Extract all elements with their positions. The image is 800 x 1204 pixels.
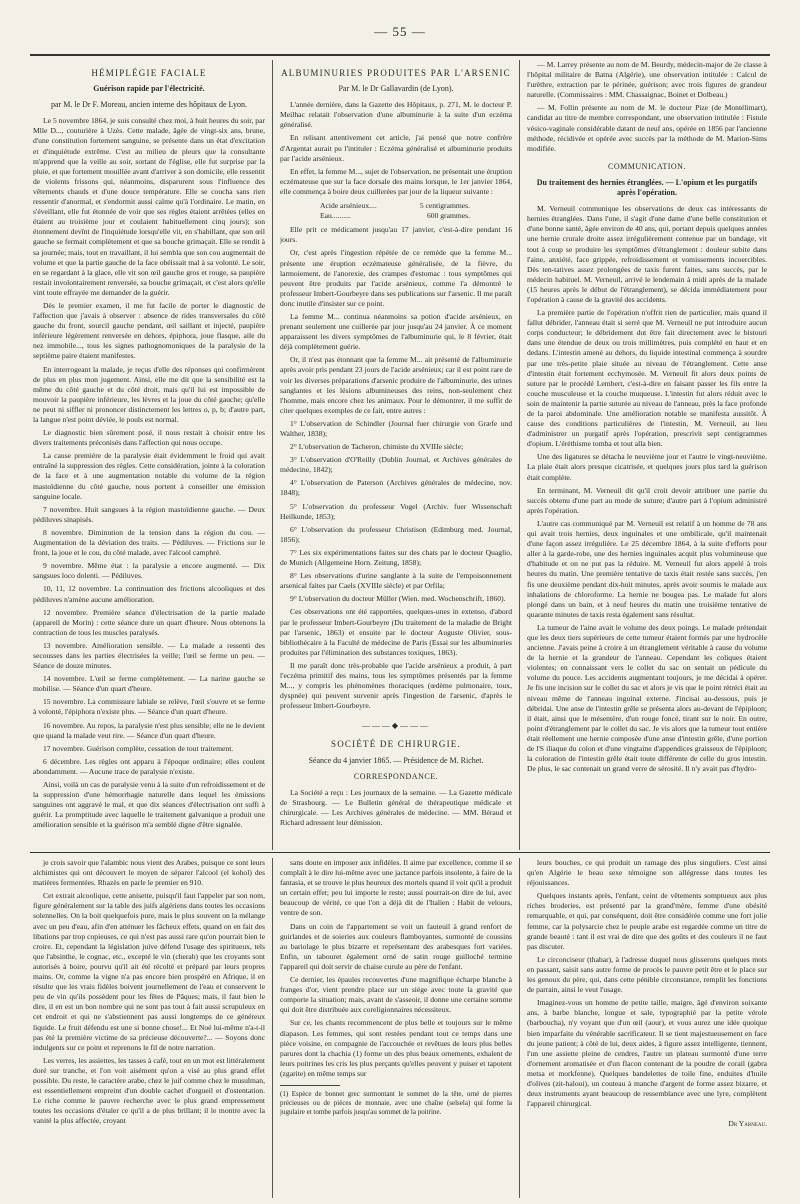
paragraph: La cause première de la paralysie était évidemment le froid qui avait entraîné la suppression des règles. Cette considération, jointe à la coloration de la face et à une augmentation notable du volume de la région mastoïdienne du côté gauche, nous portent à conseiller une émission sanguine locale. [33, 451, 265, 501]
paragraph: Cet extrait alcoolique, cette anisette, puisqu'il faut l'appeler par son nom, figure généralement sur la table des juifs algériens dans toutes les occasions solennelles. On la boit quelquefois pure, mais le plus souvent on la mélange avec un peu d'eau, afin d'en atténuer les fâcheux effets, quand on en fait des libations par trop copieuses, ce qui n'est pas aussi rare qu'on pourrait bien le croire. Et, cependant la législation juive défend l'usage des spiritueux, tels que l'absinthe, le cognac, etc., excepté le vin (cherab) que les croyants sont autorisés à boire, pourvu qu'il ait été récolté et préparé par leurs propres mains. Or, comme la vigne n'a pas encore bien prospéré en Afrique, il en résulte que les vrais fidèles boivent journellement de l'eau et conservent le peu de vin qu'ils possèdent pour les fêtes de Pâques; mais, il faut bien le dire, il en est un bon nombre qui ne sont pas tout à fait aussi scrupuleux en cet endroit et qui ne s'abstiennent pas aussi longtemps de ce généreux liquide. Le fruit défendu est une si bonne chose!... Et Noé lui-même n'a-t-il pas été la première victime de sa précieuse découverte?... — Soyons donc indulgents sur ce point et reprenons le fil de notre narration. [33, 891, 265, 1052]
paragraph: Ce dernier, les épaules recouvertes d'une magnifique écharpe blanche à franges d'or, vient prendre place sur un siége avec toute la gravité que comporte la situation; mais, avant de s'asseoir, il donne une certaine somme qui doit être distribuée aux coreligionnaires nécessiteux. [280, 975, 512, 1015]
column-divider [272, 60, 273, 850]
reference-item: 1° L'observation de Schindler (Journal fuer chirurgie von Græfe und Walther, 1838); [280, 418, 512, 438]
paragraph: Imaginez-vous un homme de petite taille, maigre, âgé d'environ soixante ans, à barbe blanche, longue et sale, typographié par la petite vérole (barboucha), n'y voyant que d'un œil (aour), et vous aurez une idée quoique bien imparfaite du vénérable sacrificateur. Il se tient majestueusement en face du jeune patient; à côté de lui, deux aides, à figure assez intelligente, tiennent, l'un une assiette pleine de cendres, l'autre un plateau surmonté d'une terre d'ornement aromatisée et d'un flacon contenant de la poudre de corail (gabra metsa et morkfenne). Quelques bandelettes de toile fine, enduites d'huile d'olives (zit-haloui), un couteau à manche d'argent de forme assez bizarre, et deux instruments ayant beaucoup de ressemblance avec une lyre, complètent l'appareil chirurgical. [527, 998, 767, 1109]
section-title-societe: SOCIÉTÉ DE CHIRURGIE. [331, 739, 461, 750]
feuilleton-column-2 [280, 858, 512, 1198]
column-divider [519, 60, 520, 850]
article-subtitle: Guérison rapide par l'électricité. [93, 84, 205, 94]
footnote-rule [280, 1085, 340, 1086]
paragraph: La tumeur de l'aine avait le volume des deux poings. Le malade prétendait que les deux tiers supérieurs de cette tumeur étaient formés par une hydrocèle ancienne. J'avais peine à croire à un étranglement véritable à cause du volume de la hernie et la grandeur de l'anneau. Cependant les coliques étaient violentes; en connaissant vers le collet du sac on sentait un pédicule du volume du pouce. Les accidents augmentant toujours, je me décidai à opérer. Je fis une incision sur le collet du sac et alors je vis que le point rétréci était au niveau même de l'anneau inguinal externe. J'incisai au-dessous, puis je débridai. Une anse de l'intestin grêle se présenta alors au-devant de l'épiploon; il était, ainsi que le mésentère, d'un rouge foncé, tirant sur le noir. En outre, point d'étranglement par le collet du sac. Je vis alors que la tumeur tout entière était réellement une hernie composée d'une anse d'intestin grêle, d'une portion de l'S iliaque du colon et d'une vingtaine d'appendices graisseux de l'épiploon; la coloration de l'intestin grêle était toute différente de celle du gros intestin. De plus, le sac contenait un grand verre de sérosité. Il n'y avait pas d'hydro- [527, 622, 767, 774]
paragraph: Une des ligatures se détacha le neuvième jour et l'autre le vingt-neuvième. La plaie était alors presque cicatrisée, et quelques jours plus tard la guérison était complète. [527, 452, 767, 482]
reference-item: 5° L'observation du professeur Vogel (Archiv. fuer Wissenschaft Heilkunde, 1853); [280, 501, 512, 521]
paragraph: 7 novembre. Huit sangsues à la région mastoïdienne gauche. — Deux pédiluves sinapisés. [33, 504, 265, 524]
paragraph: — M. Follin présente au nom de M. le docteur Pize (de Montélimart), candidat au titre de membre correspondant, une observation intitulée : Fistule vésico-vaginale considérable datant de neuf ans, opérée en 1856 par l'ancienne méthode, récidivée et opérée avec succès par la méthode de M. Marion-Sims modifiée. [527, 103, 767, 153]
prescription-line: Acide arsénieux.... 5 centigrammes. [320, 201, 470, 211]
communication-subtitle: Du traitement des hernies étranglées. — L'opium et les purgatifs après l'opération. [536, 177, 758, 198]
reference-item: 9° L'observation du docteur Müller (Wien. med. Wochenschrift, 1860). [290, 594, 506, 604]
column-albuminuries [280, 60, 512, 850]
paragraph: M. Verneuil communique les observations de deux cas intéressants de hernies étranglées. Dans l'une, il s'agit d'une dame d'une belle constitution et d'une bonne santé, âgée environ de 40 ans, qui, portant depuis quelques années une hernie crurale droite assez irrégulièrement contenue par un bandage, vit tout à coup se produire les symptômes d'étranglement : douleur subite dans l'aine, anxiété, face grippée, refroidissement et vomissements incoercibles. Dès ten-tatives assez prolongées de taxis furent faites, sans succès, par le médecin habituel. M. Verneuil, arrivé le lendemain à midi après de la malade (15 heures après le début de l'étranglement), se décida immédiatement pour l'opération à cause de la gravité des accidents. [527, 204, 767, 304]
reference-item: 6° L'observation du professeur Christison (Edimburg med. Journal, 1856); [280, 524, 512, 544]
paragraph: leurs bouches, ce qui produit un ramage des plus singuliers. C'est ainsi qu'en Algérie le beau sexe témoigne son allégresse dans toutes les réjouissances. [527, 858, 767, 888]
paragraph: — M. Larrey présente au nom de M. Beurdy, médecin-major de 2e classe à l'hôpital militaire de Batna (Algérie), une observation intitulée : Calcul de l'urèthre, extraction par le périnée, guérison; avec trois figures de grandeur naturelle. (Commissaires : MM. Chassaignac, Boinet et Dolbeau.) [527, 60, 767, 100]
paragraph: L'autre cas communiqué par M. Verneuil est relatif à un homme de 78 ans qui avait trois hernies, deux inguinales et une ombilicale, qu'il maintenait d'une façon assez irrégulière. Le 25 décembre 1864, à la suite d'efforts pour aller à la garde-robe, une des hernies inguinales acquit plus volumineuse que d'habitude et on ne put pas la réduire. M. Verneuil fut alors appelé à trois heures du matin. Une première tentative de taxis était restée sans succès, j'en fis une deuxième pendant dix-huit minutes, après avoir soumis le malade aux inhalations de chloroforme. La hernie ne bougea pas. Le malade fut alors plongé dans un bain, et à neuf heures du matin une troisième tentative de quarante minutes de taxis resta également sans résultat. [527, 518, 767, 619]
paragraph: Sur ce, les chants recommencent de plus belle et toujours sur le même diapason. Les femmes, qui sont restées pendant tout ce temps dans une pièce voisine, en compagnie de l'accouchée et revêtues de leurs plus belles parures dont la chachia (1) forme un des plus beaux ornements, exhalent de leurs poitrines les cris les plus perçants qu'elles peuvent y puiser et tapotent (zgarite) en même temps sur [280, 1018, 512, 1078]
article-byline: Par M. le Dr Gallavardin (de Lyon). [338, 84, 454, 94]
article-byline: par M. le Dr F. Moreau, ancien interne des hôpitaux de Lyon. [51, 100, 247, 110]
paragraph: 13 novembre. Amélioration sensible. — La malade a ressenti des secousses dans les parties électrisées la veille; l'œil se ferme un peu. — Séance de douze minutes. [33, 640, 265, 671]
reference-item: 4° L'observation de Paterson (Archives générales de médecine, nov. 1848); [280, 478, 512, 498]
paragraph: 12 novembre. Première séance d'électrisation de la partie malade (appareil de Morin) : cette séance dure un quart d'heure. Nous obtenons la contraction de tous les muscles paralysés. [33, 607, 265, 637]
feuilleton-column-1 [33, 858, 265, 1198]
paragraph: 16 novembre. Au repos, la paralysie n'est plus sensible; elle ne le devient que quand la malade veut rire. — Séance d'un quart d'heure. [33, 720, 265, 740]
reference-item: 2° L'observation de Tacheron, chimiste du XVIIIe siècle; [290, 442, 464, 452]
paragraph: 15 novembre. La commissure labiale se relève, l'œil s'ouvre et se ferme à volonté, l'épiphora n'existe plus. — Séance d'un quart d'heure. [33, 697, 265, 717]
ornament-divider: ———◆——— [361, 721, 431, 731]
paragraph: Il me paraît donc très-probable que l'acide arsénieux a produit, à part l'eczéma primitif des mains, tous les symptômes présentés par la femme M..., y compris les phénomènes thoraciques (œdème pulmonaire, toux, dyspnée) qui peuvent survenir après l'ingestion de l'arsenic, d'après le professeur Imbert-Gourbeyre. [280, 660, 512, 711]
correspondance-heading: CORRESPONDANCE. [353, 771, 439, 781]
reference-item: 3° L'observation d'O'Reilly (Dublin Journal, et Archives générales de médecine, 1842); [280, 455, 512, 475]
paragraph: Or, c'est après l'ingestion répétée de ce remède que la femme M... présente une éruption eczémateuse généralisée, de la fièvre, du larmoiement, de l'anorexie, des crampes d'estomac : tous symptômes qui peuvent être produits par l'acide arsénieux, comme l'a démontré le professeur Imbert-Gourbeyre dans ses publications sur l'arsenic. Il me paraît donc inutile d'insister sur ce point. [280, 248, 512, 308]
paragraph: 10, 11, 12 novembre. La continuation des frictions alcooliques et des pédiluves n'amène aucune amélioration. [33, 584, 265, 604]
paragraph: 8 novembre. Diminution de la tension dans la région du cou. — Augmentation de la déviation des traits. — Pédiluves. — Frictions sur le front, la joue et le cou, du côté malade, avec l'alcool camphré. [33, 527, 265, 558]
prescription-line: Eau.......... 600 grammes. [320, 211, 470, 221]
top-rule [30, 54, 770, 56]
column-hemiplegie [33, 60, 265, 850]
article-title-hemiplegie: HÉMIPLÉGIE FACIALE [91, 68, 207, 78]
paragraph: 14 novembre. L'œil se ferme complètement. — La narine gauche se mobilise. — Séance d'un quart d'heure. [33, 674, 265, 694]
paragraph: La première partie de l'opération n'offrit rien de particulier, mais quand il fallut débrider, l'anneau était si serré que M. Verneuil ne put introduire aucun corps conducteur; le débridement dut être fait directement avec le bistouri dans une étendue de deux ou trois millimètres, puis complété en haut et en dedans. L'intestin amené au dehors, du liquide intestinal commença à sourdre par une très-petite plaie située au niveau de l'étranglement. Cette anse d'intestin était fortement ecchymosée. M. Verneuil fit alors deux points de suture par le procédé Lembert, c'est-à-dire en faisant passer les fils entre la couche musculeuse et la couche muqueuse. L'intestin fut alors réduit avec le soin de maintenir la partie suturée au niveau de l'anneau, près la face profonde de la paroi abdominale. Une amélioration notable se manifesta aussitôt. À cause des conditions particulières de l'intestin, M. Verneuil, au lieu d'administrer un purgatif après l'opération, prescrivit sept centigrammes d'opium. L'éréthisme tomba et tout alla bien. [527, 308, 767, 449]
session-line: Séance du 4 janvier 1865. — Présidence de M. Richet. [308, 755, 484, 765]
communication-heading: COMMUNICATION. [608, 161, 686, 171]
paragraph: La Société a reçu : Les journaux de la semaine. — La Gazette médicale de Strasbourg. — Le Bulletin général de thérapeutique médicale et chirurgicale. — Les Archives générales de médecine. — MM. Béraud et Richard adressent leur démission. [280, 787, 512, 827]
paragraph: 9 novembre. Même état : la paralysie a encore augmenté. — Dix sangsues loco dolenti. — Pédiluves. [33, 561, 265, 581]
paragraph: Or, il n'est pas étonnant que la femme M... ait présenté de l'albuminurie après avoir pris pendant 23 jours de l'acide arsénieux; car il est point rare de voir les diverses préparations d'arsenic produire de l'albuminurie, des urines sanglantes et les lésions albumineuses des reins, non-seulement chez l'homme, mais encore chez les animaux. Pour le démontrer, il me suffit de citer quelques exemples de ce fait, entre autres : [280, 355, 512, 415]
paragraph: En interrogeant la malade, je reçus d'elle des réponses qui confirmèrent de plus en plus mon jugement. Ainsi, elle me dit que la sensibilité est la même du côté gauche et du côté droit, mais qu'il lui est impossible de mouvoir la paupière inférieure, les lèvres et la joue du côté gauche; qu'elle ne peut ni siffler ni prononcer distinctement les lettres o, p, b; d'autre part, la langue n'est point déviée, le pouls est normal. [33, 364, 265, 424]
paragraph: En relisant attentivement cet article, j'ai pensé que notre confrère d'Argentat aurait pu l'intituler : Eczéma généralisé et albuminurie produits par l'acide arsénieux. [280, 133, 512, 163]
paragraph: Le diagnostic bien sûrement posé, il nous restait à choisir entre les divers traitements préconisés dans l'affection qui nous occupe. [33, 428, 265, 448]
paragraph: Ces observations ont été rapportées, quelques-unes in extenso, d'abord par le professeur Imbert-Gourbeyre (Du traitement de la maladie de Bright par l'arsenic, 1863) et ensuite par le docteur Auguste Olivier, sous-bibliothécaire à la Faculté de médecine de Paris (Essai sur les albuminuries produites par l'élimination des substances toxiques, 1863). [280, 607, 512, 657]
column-communication [527, 60, 767, 850]
column-divider [519, 858, 520, 1198]
paragraph: 6 décembre. Les règles ont apparu à l'époque ordinaire; elles coulent abondamment. — Aucune trace de paralysie n'existe. [33, 756, 265, 776]
paragraph: Ainsi, voilà un cas de paralysie venu à la suite d'un refroidissement et de la suppression d'une hémorrhagie naturelle dans lequel les émissions sanguines ont aggravé le mal, et que dix séances d'électrisation ont suffi à guérir. La promptitude avec laquelle le traitement galvanique a produit une amélioration sensible et la guérison m'a semblé digne d'être signalée. [33, 780, 265, 830]
paragraph: L'année dernière, dans la Gazette des Hôpitaux, p. 271, M. le docteur P. Meilhac relatait l'observation d'une albuminurie à la suite d'un eczéma généralisé. [280, 100, 512, 130]
footnote: (1) Espèce de bonnet grec surmontant le sommet de la tête, orné de pierres précieuses ou de pièces de monnaie, avec une chaîne (selsela) qui forme la jugulaire et tombe parfois jusqu'au sommet de la poitrine. [280, 1089, 512, 1116]
paragraph: je crois savoir que l'alambic nous vient des Arabes, puisque ce sont leurs alchimistes qui ont découvert le moyen de séparer l'alcool (el kohol) des matières fermentées. Rhazès en parle le premier en 910. [33, 858, 265, 888]
reference-item: 8° Les observations d'urine sanglante à la suite de l'empoisonnement arsenical faites par Caels (XVIIIe siècle) et par Orfila; [280, 571, 512, 591]
paragraph: Dans un coin de l'appartement se voit un fauteuil à grand renfort de guirlandes et de soieries aux couleurs flamboyantes, surmonté de coussins au bariolage le plus bizarre et représentant des arabesques fort variées. Enfin, un tabouret également orné de satin rouge guilloché termine l'appareil qui doit servir de chaise curule au père de l'enfant. [280, 921, 512, 971]
paragraph: En effet, la femme M..., sujet de l'observation, ne présentait une éruption eczémateuse que sur la face dorsale des mains lorsque, le 1er janvier 1864, elle commença à boire deux cuillerées par jour de la liqueur suivante : [280, 166, 512, 196]
paragraph: Le 5 novembre 1864, je suis consulté chez moi, à huit heures du soir, par Mlle D..., couturière à Uzès. Cette malade, âgée de vingt-six ans, brune, d'une constitution fortement sanguine, se présente dans un état d'excitation et d'inquiétude extrême. C'est au milieu de pleurs que la consultante m'apprend que la veille au soir, sortant de l'église, elle fut surprise par la pluie, et que fortement mouillée avant d'arriver à son domicile, elle ressentit de violents frissons qui, néanmoins, disparurent sous l'influence des vêtements chauds et d'une douce température. Elle se coucha sans rien ressentir d'anormal, et s'endormit aussi calme qu'à l'ordinaire. Le matin, en s'éveillant, elle fut étonnée de voir que ses règles étaient arrêtées (elles en étaient au troisième jour et coulaient habituellement cinq jours); son étonnement devînt de l'inquiétude lorsqu'elle vit, en s'habillant, que son œil gauche se fermait complètement et que sa bouche grimaçait. Elle se rendit à sa journée; mais, tout en travaillant, il lui sembla que son cou augmentait de volume et que la partie gauche de la face obéissait mal à sa volonté. Le soir, en se regardant à la glace, elle vit son œil gauche gros et rouge, sa paupière restait involontairement renversée, sa bouche grimaçait, et c'est alors qu'elle vint toute effrayée me demander de la guérir. [33, 116, 265, 297]
reference-item: 7° Les six expérimentations faites sur des chats par le docteur Quaglio, de Munich (Allgemeine Horn. Zeitung, 1858); [280, 547, 512, 568]
paragraph: 17 novembre. Guérison complète, cessation de tout traitement. [43, 743, 234, 753]
page-number: — 55 — [374, 24, 426, 39]
article-title-albuminuries: ALBUMINURIES PRODUITES PAR L'ARSENIC [281, 68, 511, 78]
paragraph: Dès le premier examen, il me fut facile de porter le diagnostic de l'affection que j'avais à observer : absence de rides transversales du côté gauche du front, sourcil gauche pendant, œil saillant et injecté, paupière inférieure légèrement renversée en dehors, épiphora, joue flasque, aile du nez immobile..., tous les signes pathognomoniques de la paralysie de la septième paire étaient manifestes. [33, 300, 265, 361]
paragraph: Les verres, les assiettes, les tasses à café, tout en un mot est littéralement doré sur tranche, et l'on voit aisément qu'on a visé au plus grand effet possible. Du reste, le caractère arabe, chez le juif comme chez le musulman, est essentiellement empreint d'un double cachet d'orgueil et d'ostentation. Le riche comme le pauvre recherche avec le plus grand empressement toutes les occasions d'étaler ce qu'il a de plus brillant; il le montre avec la vanité la plus affectée, croyant [33, 1055, 265, 1126]
paragraph: En terminant, M. Verneuil dit qu'il croit devoir attribuer une partie du succès obtenu d'une part au mode de suture; d'autre part à l'opium administré après l'opération. [527, 485, 767, 515]
paragraph: Elle prit ce médicament jusqu'au 17 janvier, c'est-à-dire pendant 16 jours. [280, 225, 512, 245]
paragraph: La femme M... continua néanmoins sa potion d'acide arsénieux, en prenant seulement une cuillerée par jour jusqu'au 24 janvier. À ce moment apparaissent les divers symptômes de l'albuminurie qui, le 8 février, était déjà complètement guérie. [280, 311, 512, 352]
author-signature: Dr Yarneau. [728, 1119, 767, 1129]
column-divider [272, 858, 273, 1198]
paragraph: Le circonciseur (thabar), à l'adresse duquel nous glisserons quelques mots en passant, saisit sans autre forme de procès le pauvre petit être et le place sur les genoux du père, qui, dans cette pénible circonstance, remplit les fonctions de parrain, ainsi le veut l'usage. [527, 954, 767, 995]
feuilleton-column-3 [527, 858, 767, 1198]
paragraph: Quelques instants après, l'enfant, ceint de vêtements somptueux aux plus riches broderies, est présenté par la grand'mère, femme d'une obésité remarquable, et qui, par conséquent, doit être considérée comme une fort jolie femme, car la polysarcie chez le peuple arabe est regardée comme un titre de grande beauté : tant il est vrai de dire que des goûts et des couleurs il ne faut pas discuter. [527, 891, 767, 951]
feuilleton-rule [30, 852, 770, 853]
prescription [320, 201, 512, 221]
paragraph: sans doute en imposer aux infidèles. Il aime par excellence, comme il se complaît à le dire lui-même avec une jactance parfois insolente, à faire de la fantasia, et se trouve le plus heureux des mortels quand il voit qu'il a produit un certain effet; peu lui importe le reste; aussi pourrait-on dire de lui, avec beaucoup de vérité, ce que l'on a déjà dit de l'Italien : Habit de velours, ventre de son. [280, 858, 512, 918]
